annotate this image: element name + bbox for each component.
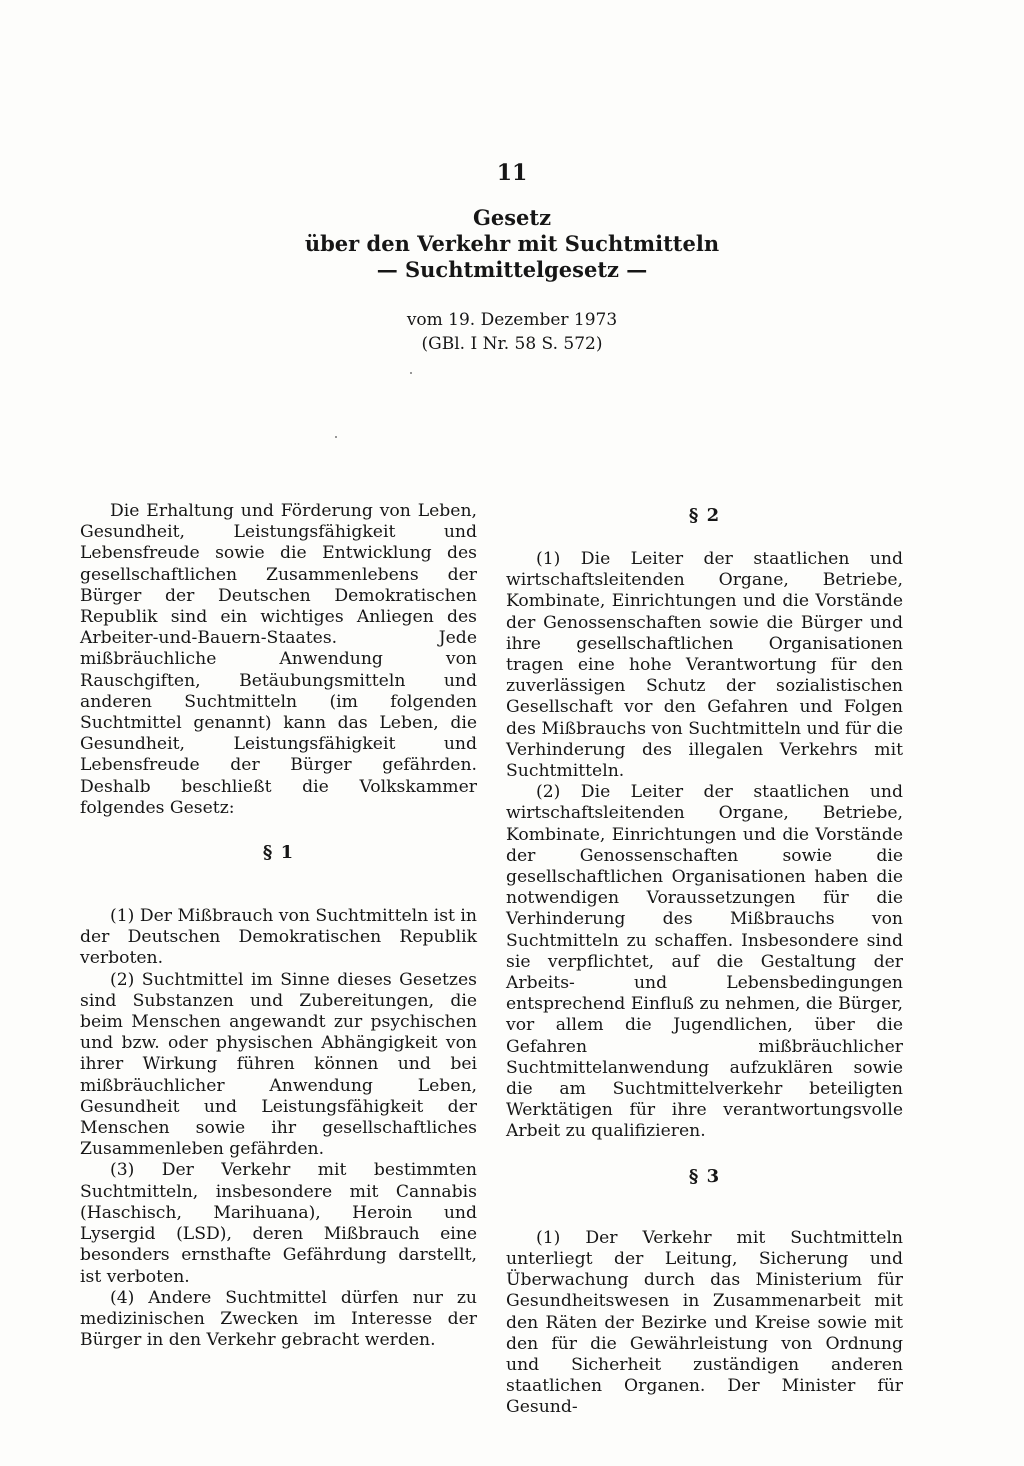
law-metadata [0,308,1024,356]
title-line-3: — Suchtmittelgesetz — [376,257,648,282]
section-1-paragraph-2: (2) Suchtmittel im Sinne dieses Gesetzes sind Substanzen und Zubereitungen, die beim Menschen angewandt zur psychischen und bzw. oder physischen Abhängigkeit von ihrer Wirkung führen können und bei mißbräuchlicher Anwendung Leben, Gesundheit und Leistungsfähigkeit der Menschen sowie ihr gesellschaftliches Zusammenleben gefährden. [80,969,477,1160]
law-source: (GBl. I Nr. 58 S. 572) [421,334,603,354]
law-title [0,205,1024,283]
title-line-2: über den Verkehr mit Suchtmitteln [304,231,720,256]
law-date: vom 19. Dezember 1973 [406,310,618,330]
left-column [80,501,477,1351]
print-speck [410,372,412,374]
section-1-paragraph-1: (1) Der Mißbrauch von Suchtmitteln ist in der Deutschen Demokratischen Republik verboten. [80,906,477,969]
preamble: Die Erhaltung und Förderung von Leben, Gesundheit, Leistungsfähigkeit und Lebensfreude sowie die Entwicklung des gesellschaftlichen Zusammenlebens der Bürger der Deutschen Demokratischen Republik sind ein wichtiges Anliegen des Arbeiter-und-Bauern-Staates. Jede mißbräuchliche Anwendung von Rauschgiften, Betäubungsmitteln und anderen Suchtmitteln (im folgenden Suchtmittel genannt) kann das Leben, die Gesundheit, Leistungsfähigkeit und Lebensfreude der Bürger gefährden. Deshalb beschließt die Volkskammer folgendes Gesetz: [80,501,477,818]
section-heading-1: § 1 [262,842,295,864]
section-1-paragraph-4: (4) Andere Suchtmittel dürfen nur zu medizinischen Zwecken im Interesse der Bürger in den Verkehr gebracht werden. [80,1287,477,1351]
title-line-1: Gesetz [472,205,552,230]
print-speck [335,436,337,438]
law-number: 11 [496,160,528,186]
section-2-paragraph-1: (1) Die Leiter der staatlichen und wirtschaftsleitenden Organe, Betriebe, Kombinate, Einrichtungen und die Vorstände der Genossenschaften sowie die Bürger und ihre gesellschaftlichen Organisationen tragen eine hohe Verantwortung für den zuverlässigen Schutz der sozialistischen Gesellschaft vor den Gefahren und Folgen des Mißbrauchs von Suchtmitteln und für die Verhinderung des illegalen Verkehrs mit Suchtmitteln. [506,549,903,782]
section-2-paragraph-2: (2) Die Leiter der staatlichen und wirtschaftsleitenden Organe, Betriebe, Kombinate, Einrichtungen und die Vorstände der Genossenschaften sowie die gesellschaftlichen Organisationen haben die notwendigen Voraussetzungen für die Verhinderung des Mißbrauchs von Suchtmitteln zu schaffen. Insbesondere sind sie verpflichtet, auf die Gestaltung der Arbeits- und Lebensbedingungen entsprechend Einfluß zu nehmen, die Bürger, vor allem die Jugendlichen, über die Gefahren mißbräuchlicher Suchtmittelanwendung aufzuklären sowie die am Suchtmittelverkehr beteiligten Werktätigen für ihre verantwortungsvolle Arbeit zu qualifizieren. [506,782,903,1142]
section-heading-3: § 3 [688,1165,721,1187]
section-1-paragraph-3: (3) Der Verkehr mit bestimmten Suchtmitteln, insbesondere mit Cannabis (Haschisch, Marihuana), Heroin und Lysergid (LSD), deren Mißbrauch eine besonders ernsthafte Gefährdung darstellt, ist verboten. [80,1160,477,1287]
right-column [506,501,903,1419]
section-heading-2: § 2 [688,505,721,526]
section-3-paragraph-1: (1) Der Verkehr mit Suchtmitteln unterliegt der Leitung, Sicherung und Überwachung durch das Ministerium für Gesundheitswesen in Zusammenarbeit mit den Räten der Bezirke und Kreise sowie mit den für die Gewährleistung von Ordnung und Sicherheit zuständigen anderen staatlichen Organen. Der Minister für Gesund- [506,1227,903,1418]
